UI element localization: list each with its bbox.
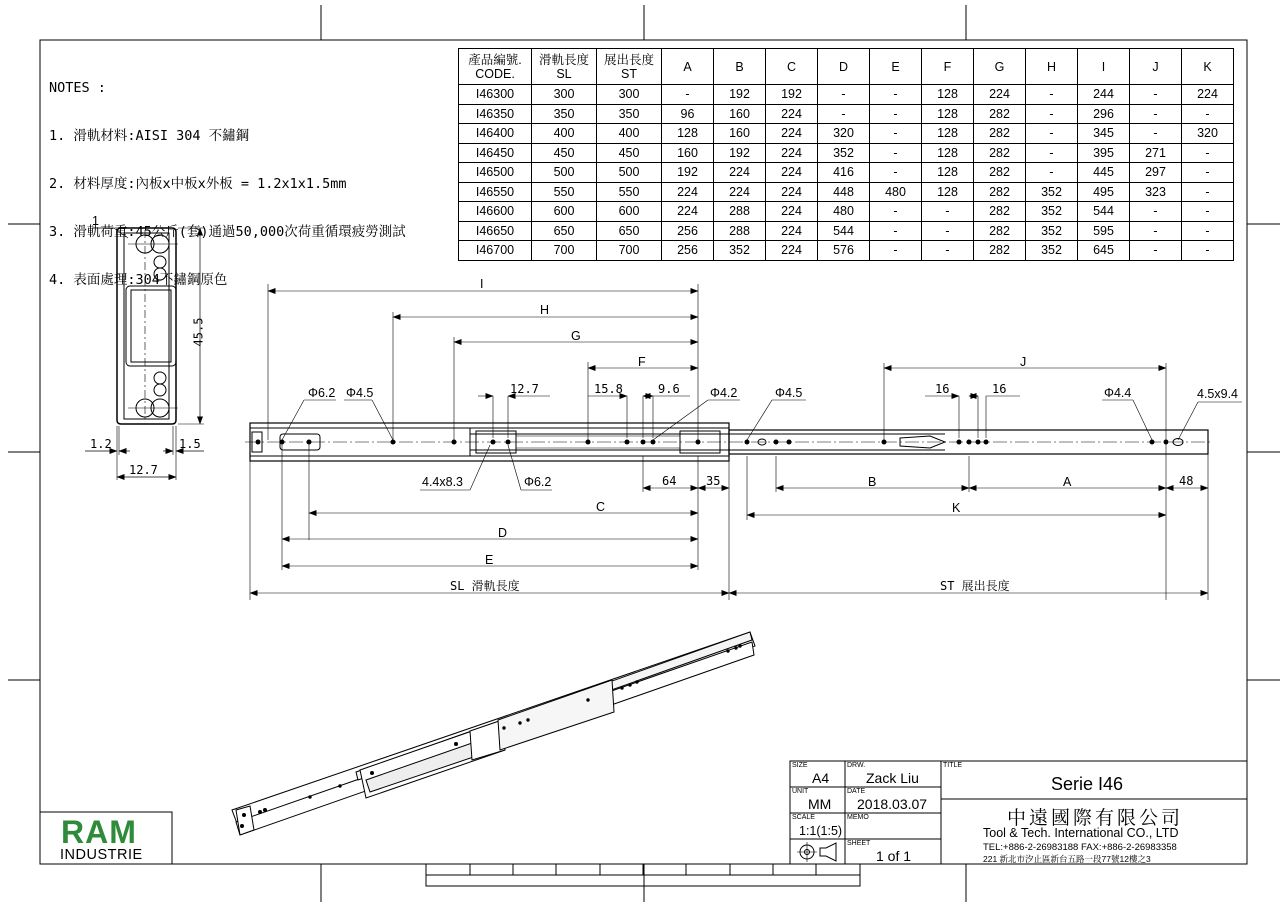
table-cell: 416 [818,163,870,183]
table-cell: 271 [1130,143,1182,163]
table-cell: 282 [974,202,1026,222]
company-name-cn: 中遠國際有限公司 [1007,807,1184,829]
table-row [459,182,1234,202]
date-value: 2018.03.07 [857,796,928,812]
table-cell: 450 [597,143,662,163]
dim-I: I [480,277,484,291]
header-line: 產品編號. [468,52,522,67]
note-item: 3. 滑軌荷重:45公斤(套)通過50,000次荷重循環疲勞測試 [49,224,406,240]
table-header-cell [714,49,766,85]
table-cell: 192 [766,85,818,105]
table-header-cell [459,49,532,85]
table-row [459,221,1234,241]
callout-1: 1 [92,214,99,228]
table-header-cell [818,49,870,85]
date-label: DATE [847,788,866,795]
table-cell: 450 [532,143,597,163]
table-cell: - [870,143,922,163]
dim-B: B [868,475,877,489]
table-cell: 448 [818,182,870,202]
table-cell: 352 [1026,221,1078,241]
table-cell: 224 [766,143,818,163]
table-cell: 282 [974,143,1026,163]
dim-st-length: ST 展出長度 [940,579,1010,593]
dim-48: 48 [1179,474,1194,488]
dim-J: J [1020,355,1027,369]
table-cell: 282 [974,104,1026,124]
table-cell: - [1130,241,1182,261]
table-cell: I46500 [459,163,532,183]
slide-side-view [245,423,1212,461]
dim-12-7-width: 12.7 [129,463,158,477]
table-cell: 650 [532,221,597,241]
dim-1-2: 1.2 [90,437,112,451]
drawing-title: Serie I46 [1051,774,1124,794]
table-cell: 352 [818,143,870,163]
isometric-view [232,632,755,835]
table-header-cell [1078,49,1130,85]
dim-dia-6-2-b: Φ6.2 [524,475,552,489]
table-cell: 224 [662,182,714,202]
table-row [459,124,1234,144]
table-row [459,163,1234,183]
table-cell: - [1026,143,1078,163]
logo-ram [61,814,137,851]
table-cell: 650 [597,221,662,241]
table-cell: - [1182,221,1234,241]
table-cell: 96 [662,104,714,124]
table-cell: - [1130,85,1182,105]
table-cell: 352 [714,241,766,261]
header-line: B [735,59,744,74]
table-cell: 595 [1078,221,1130,241]
header-line: 滑軌長度 [538,52,589,67]
spec-table [458,48,1234,261]
table-header-cell [1026,49,1078,85]
table-cell: 600 [532,202,597,222]
note-item: 2. 材料厚度:內板x中板x外板 = 1.2x1x1.5mm [49,176,347,192]
table-cell: 300 [532,85,597,105]
note-item: 1. 滑軌材料:AISI 304 不鏽鋼 [49,128,250,144]
table-cell: 576 [818,241,870,261]
table-header-cell [974,49,1026,85]
dim-G: G [571,329,581,343]
dim-E: E [485,553,494,567]
table-cell: 288 [714,221,766,241]
table-cell: - [870,124,922,144]
size-label: SIZE [792,762,808,769]
table-cell: - [1130,202,1182,222]
table-header-cell [532,49,597,85]
table-cell: - [1182,202,1234,222]
dim-dia-4-4: Φ4.4 [1104,386,1132,400]
table-cell: - [870,221,922,241]
dim-12-7: 12.7 [510,382,539,396]
header-line: J [1152,59,1159,74]
table-cell: - [870,163,922,183]
logo-text: RAM [61,814,137,850]
table-cell: 352 [1026,182,1078,202]
table-cell: 192 [662,163,714,183]
dim-1-5: 1.5 [179,437,201,451]
table-cell: - [1182,182,1234,202]
dim-C: C [596,500,606,514]
table-cell: 350 [532,104,597,124]
table-cell: 445 [1078,163,1130,183]
notes-block [49,48,406,304]
title-label: TITLE [943,762,963,769]
table-cell: 128 [922,182,974,202]
table-cell: - [870,85,922,105]
size-value: A4 [812,770,830,786]
company-address: 221 新北市汐止區新台五路一段77號12樓之3 [983,854,1151,864]
table-cell: - [870,241,922,261]
table-cell: 288 [714,202,766,222]
table-cell: 500 [597,163,662,183]
table-row [459,104,1234,124]
table-header-cell [1182,49,1234,85]
table-cell: 395 [1078,143,1130,163]
table-cell: 224 [974,85,1026,105]
table-cell: 544 [1078,202,1130,222]
header-line: 展出長度 [603,52,654,67]
table-cell: - [1130,104,1182,124]
dim-slot-4-4x8-3: 4.4x8.3 [422,475,464,489]
table-cell: 645 [1078,241,1130,261]
table-header-cell [922,49,974,85]
table-cell: 160 [662,143,714,163]
table-cell: I46300 [459,85,532,105]
table-header-row [459,49,1234,85]
header-line: CODE. [475,66,515,81]
table-cell: 495 [1078,182,1130,202]
table-cell: 128 [922,163,974,183]
table-body [459,85,1234,261]
table-cell: I46350 [459,104,532,124]
dim-sl-length: SL 滑軌長度 [450,579,520,593]
table-cell: I46400 [459,124,532,144]
table-cell: - [1026,163,1078,183]
table-cell: - [1026,85,1078,105]
table-cell: 128 [662,124,714,144]
table-cell: 224 [714,163,766,183]
dim-64: 64 [662,474,677,488]
table-header-cell [766,49,818,85]
table-cell: - [662,85,714,105]
table-cell: 282 [974,163,1026,183]
table-cell: 297 [1130,163,1182,183]
note-item: 4. 表面處理:304不鏽鋼原色 [49,272,228,288]
table-cell: - [922,221,974,241]
header-line: A [683,59,692,74]
dim-dia-6-2-a: Φ6.2 [308,386,336,400]
notes-title: NOTES : [49,80,106,96]
table-cell: 352 [1026,202,1078,222]
table-cell: 256 [662,221,714,241]
dim-F: F [638,355,646,369]
table-cell: - [1182,104,1234,124]
sheet-label: SHEET [847,840,871,847]
table-cell: - [1182,163,1234,183]
table-cell: 345 [1078,124,1130,144]
table-cell: - [818,104,870,124]
table-cell: 352 [1026,241,1078,261]
table-cell: 224 [766,221,818,241]
table-cell: - [1026,104,1078,124]
table-header-cell [870,49,922,85]
header-line: D [838,59,849,74]
table-cell: 224 [1182,85,1234,105]
table-cell: - [1026,124,1078,144]
unit-value: MM [808,796,832,812]
dim-35: 35 [706,474,721,488]
table-cell: I46600 [459,202,532,222]
table-cell: 128 [922,104,974,124]
header-line: I [1101,59,1106,74]
table-cell: 160 [714,104,766,124]
header-line: E [891,59,900,74]
table-cell: 128 [922,124,974,144]
table-cell: 282 [974,124,1026,144]
table-cell: 224 [766,241,818,261]
header-line: C [786,59,797,74]
dim-K: K [952,501,961,515]
table-cell: - [870,202,922,222]
logo-industrie: INDUSTRIE [60,847,143,863]
table-cell: 224 [766,124,818,144]
company-contact: TEL:+886-2-26983188 FAX:+886-2-26983358 [983,842,1177,853]
table-cell: I46700 [459,241,532,261]
table-cell: 400 [532,124,597,144]
dim-D: D [498,526,508,540]
header-line: K [1203,59,1212,74]
header-line: ST [621,66,637,81]
table-cell: I46650 [459,221,532,241]
table-cell: I46450 [459,143,532,163]
header-line: H [1046,59,1057,74]
table-cell: 224 [766,182,818,202]
dim-dia-4-5-a: Φ4.5 [346,386,374,400]
scale-value: 1:1(1:5) [799,824,843,838]
header-line: G [994,59,1005,74]
table-cell: 320 [818,124,870,144]
table-row [459,202,1234,222]
dim-dia-4-5-b: Φ4.5 [775,386,803,400]
dim-9-6: 9.6 [658,382,680,396]
table-header-cell [1130,49,1182,85]
table-cell: 480 [870,182,922,202]
dim-height-45-5: 45.5 [191,317,206,347]
dim-16-b: 16 [992,382,1007,396]
table-cell: 323 [1130,182,1182,202]
dim-dia-4-2: Φ4.2 [710,386,738,400]
table-row [459,85,1234,105]
dim-15-8: 15.8 [594,382,623,396]
company-name-en: Tool & Tech. International CO., LTD [983,826,1179,840]
scale-label: SCALE [792,814,815,821]
table-row [459,241,1234,261]
table-cell: 282 [974,241,1026,261]
drw-label: DRW. [847,762,866,769]
table-cell: I46550 [459,182,532,202]
table-cell: 550 [597,182,662,202]
table-cell: 700 [532,241,597,261]
table-cell: - [818,85,870,105]
table-cell: 192 [714,85,766,105]
table-cell: 350 [597,104,662,124]
table-header-cell [662,49,714,85]
table-cell: - [1182,143,1234,163]
table-cell: 224 [766,104,818,124]
unit-label: UNIT [792,788,809,795]
header-line: SL [556,66,572,81]
table-cell: 544 [818,221,870,241]
table-header-cell [597,49,662,85]
table-cell: 282 [974,182,1026,202]
table-cell: - [922,241,974,261]
table-cell: 282 [974,221,1026,241]
sheet-value: 1 of 1 [876,848,912,864]
table-row [459,143,1234,163]
dim-A: A [1063,475,1072,489]
table-cell: 244 [1078,85,1130,105]
table-cell: 480 [818,202,870,222]
table-cell: 550 [532,182,597,202]
dim-slot-4-5x9-4: 4.5x9.4 [1197,387,1239,401]
table-cell: 224 [766,202,818,222]
table-cell: - [1130,124,1182,144]
table-cell: 128 [922,85,974,105]
table-cell: 320 [1182,124,1234,144]
table-cell: 160 [714,124,766,144]
table-cell: 192 [714,143,766,163]
table-cell: - [1130,221,1182,241]
table-cell: - [1182,241,1234,261]
table-cell: 224 [714,182,766,202]
table-cell: 224 [662,202,714,222]
header-line: F [943,59,952,74]
memo-label: MEMO [847,814,869,821]
table-cell: 224 [766,163,818,183]
table-cell: 700 [597,241,662,261]
table-cell: 300 [597,85,662,105]
table-cell: 400 [597,124,662,144]
dim-H: H [540,303,550,317]
dim-16-a: 16 [935,382,950,396]
table-cell: 296 [1078,104,1130,124]
table-cell: - [922,202,974,222]
drw-value: Zack Liu [866,770,919,786]
table-cell: 256 [662,241,714,261]
table-cell: 500 [532,163,597,183]
table-cell: 128 [922,143,974,163]
table-cell: - [870,104,922,124]
table-cell: 600 [597,202,662,222]
